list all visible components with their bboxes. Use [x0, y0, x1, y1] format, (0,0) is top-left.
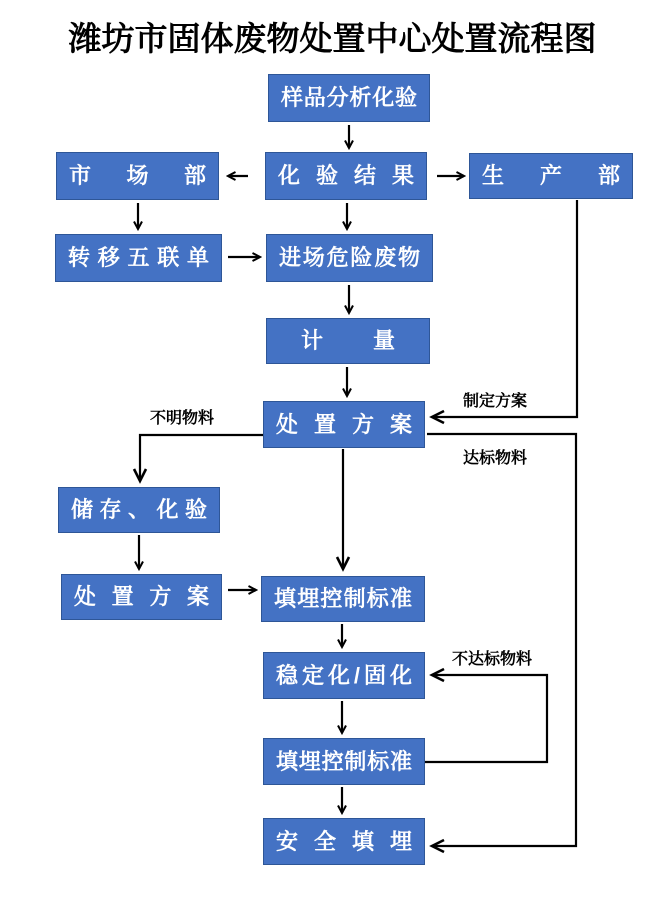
- edge-label-unknown-material: 不明物料: [150, 410, 215, 427]
- node-stabilization: 稳定化/固化: [263, 652, 425, 699]
- node-sample-analysis: 样品分析化验: [268, 74, 430, 122]
- node-disposal-plan-2: 处置方案: [61, 574, 222, 620]
- node-measurement: 计量: [266, 318, 430, 364]
- node-incoming-waste: 进场危险废物: [266, 234, 433, 282]
- edge-plan-to-safe-landfill-qualified: [427, 434, 576, 846]
- node-safe-landfill: 安全填埋: [263, 818, 425, 865]
- edge-landfill-standard-2-to-stabilization-unqualified: [425, 675, 547, 762]
- edge-label-qualified-material: 达标物料: [463, 450, 528, 467]
- node-transfer-form: 转移五联单: [55, 234, 222, 282]
- node-storage-test: 储存、化验: [58, 487, 220, 533]
- node-landfill-standard-1: 填埋控制标准: [261, 576, 425, 622]
- node-landfill-standard-2: 填埋控制标准: [263, 738, 425, 785]
- edge-label-make-plan: 制定方案: [463, 393, 528, 410]
- page-title: 潍坊市固体废物处置中心处置流程图: [68, 20, 597, 57]
- edge-plan-to-storage-unknown: [140, 435, 263, 481]
- node-market-dept: 市场部: [56, 152, 219, 200]
- edge-production-to-plan-make-plan: [432, 200, 577, 417]
- node-test-result: 化验结果: [265, 152, 427, 200]
- node-production-dept: 生产部: [469, 153, 633, 199]
- edge-label-unqualified-material: 不达标物料: [452, 651, 533, 668]
- node-disposal-plan-main: 处置方案: [263, 401, 425, 448]
